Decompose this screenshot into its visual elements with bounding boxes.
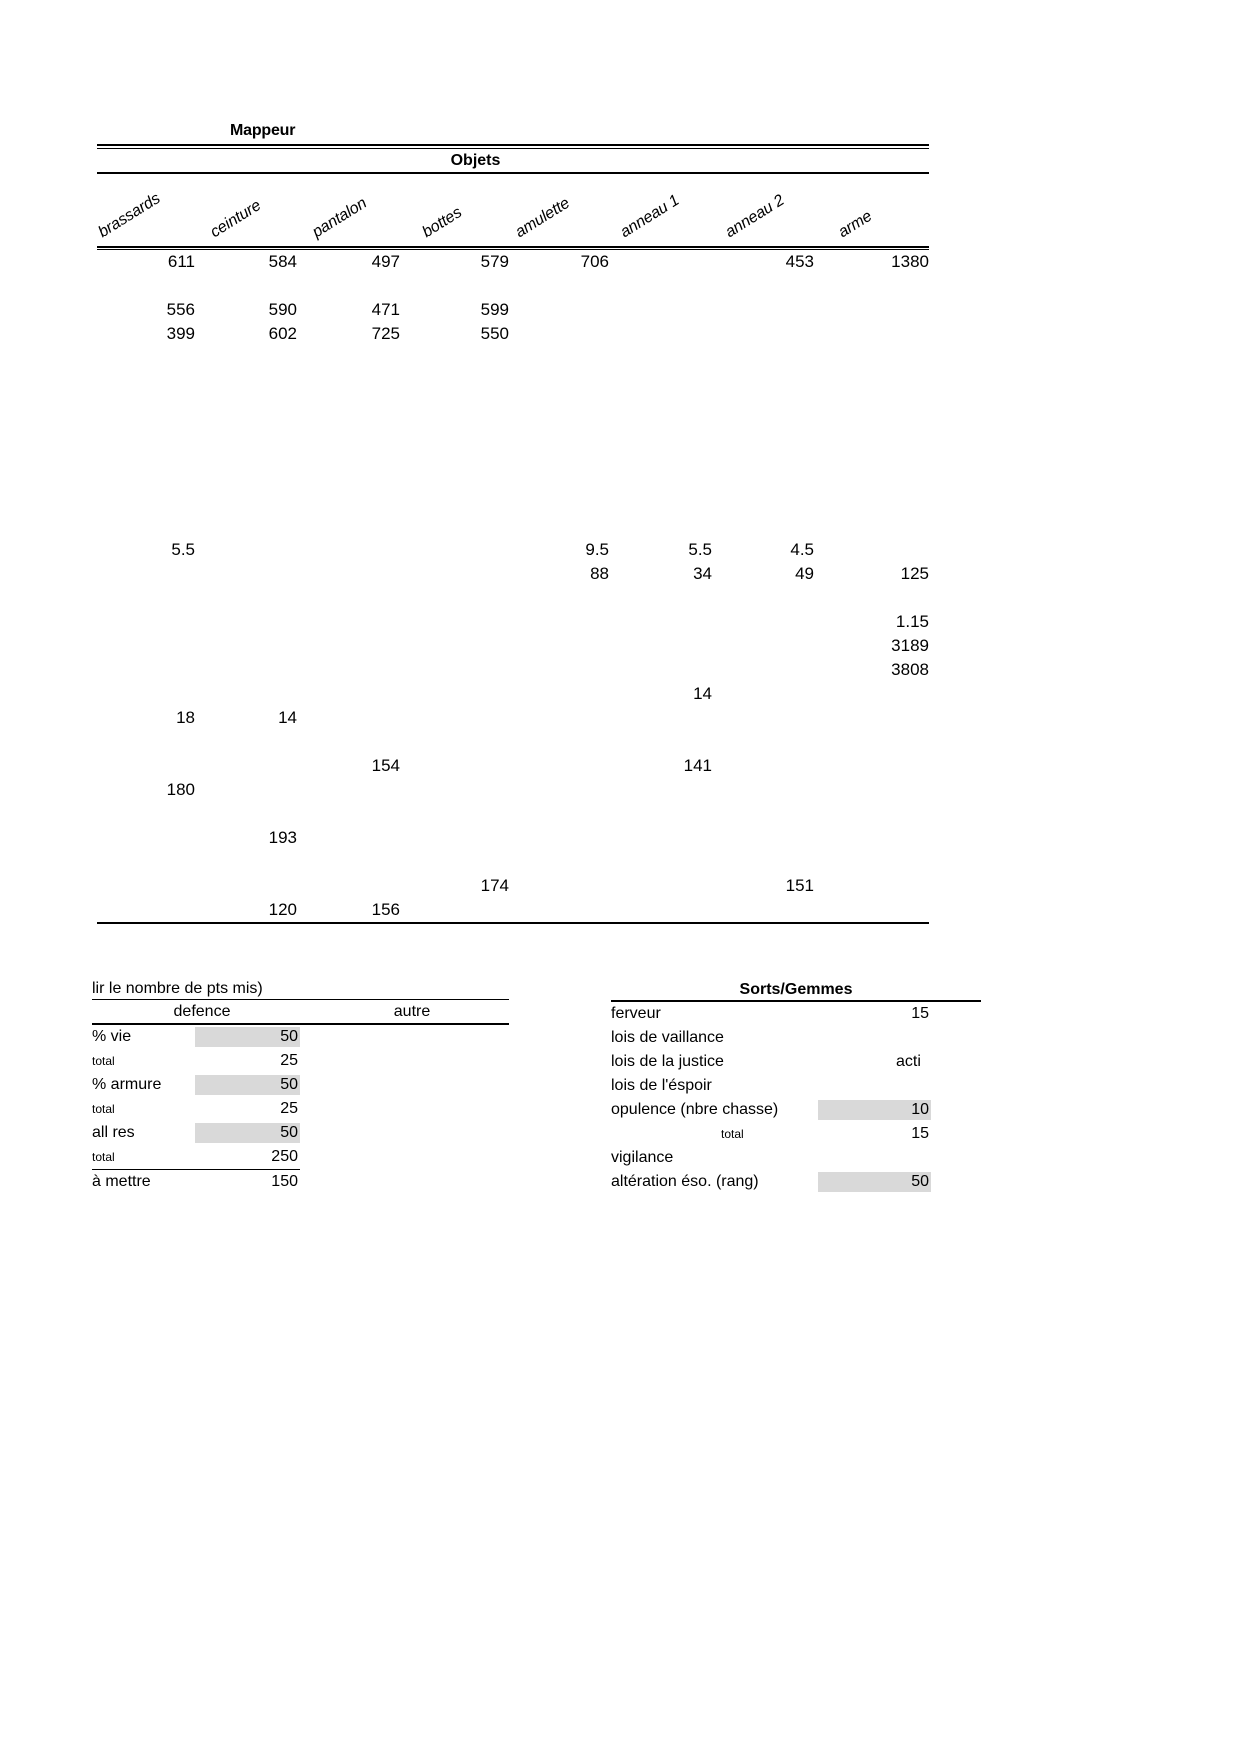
cell-arme: 1380	[891, 252, 929, 271]
table-row	[97, 682, 929, 706]
defence-row-label: total	[92, 1054, 115, 1068]
sorts-row-value[interactable]: 10	[818, 1100, 931, 1120]
mappeur-title-row	[97, 122, 929, 144]
header-bottom-rule	[97, 246, 929, 248]
defence-panel-rows	[92, 1025, 509, 1194]
table-row	[97, 610, 929, 634]
column-header-amulette: amulette	[512, 194, 573, 242]
sorts-row-value[interactable]: 50	[818, 1172, 931, 1192]
defence-row	[92, 1097, 509, 1121]
table-row	[97, 274, 929, 298]
sorts-row-label: lois de l'éspoir	[611, 1077, 712, 1094]
sorts-row-label: lois de la justice	[611, 1053, 724, 1070]
sorts-row	[611, 1026, 981, 1050]
table-row	[97, 898, 929, 922]
cell-brassards: 5.5	[171, 540, 195, 559]
table-top-rule	[97, 144, 929, 146]
defence-row	[92, 1025, 509, 1049]
sorts-row	[611, 1122, 981, 1146]
defence-row	[92, 1121, 509, 1145]
cell-amulette: 9.5	[585, 540, 609, 559]
cell-anneau2: 49	[795, 564, 814, 583]
cell-ceinture: 602	[268, 324, 297, 343]
column-header-pantalon: pantalon	[309, 194, 370, 242]
table-row	[97, 730, 929, 754]
defence-row-value[interactable]: 25	[280, 1100, 298, 1117]
table-row	[97, 490, 929, 514]
defence-row	[92, 1049, 509, 1073]
defence-row-label: total	[92, 1102, 115, 1116]
sorts-gemmes-rows	[611, 1002, 981, 1194]
column-header-anneau-2: anneau 2	[722, 191, 788, 242]
cell-pantalon: 156	[371, 900, 400, 919]
column-header-defence: defence	[173, 1003, 231, 1020]
table-row	[97, 514, 929, 538]
column-header-ceinture: ceinture	[207, 196, 265, 242]
mappeur-data-grid	[97, 250, 929, 922]
cell-anneau1: 5.5	[688, 540, 712, 559]
cell-brassards: 556	[166, 300, 195, 319]
sorts-row	[611, 1098, 981, 1122]
defence-row-label: % vie	[92, 1028, 132, 1045]
cell-arme: 3808	[891, 660, 929, 679]
defence-row	[92, 1170, 509, 1194]
defence-panel-note: lir le nombre de pts mis)	[92, 980, 263, 997]
cell-anneau2: 4.5	[790, 540, 814, 559]
table-row	[97, 586, 929, 610]
cell-bottes: 550	[480, 324, 509, 343]
section-title-objets: Objets	[450, 152, 501, 169]
sorts-row-label: altération éso. (rang)	[611, 1173, 759, 1190]
cell-ceinture: 120	[268, 900, 297, 919]
table-row	[97, 754, 929, 778]
cell-amulette: 706	[580, 252, 609, 271]
cell-brassards: 18	[176, 708, 195, 727]
table-row	[97, 634, 929, 658]
cell-pantalon: 471	[371, 300, 400, 319]
table-row	[97, 298, 929, 322]
sorts-row	[611, 1002, 981, 1026]
defence-row-label: all res	[92, 1124, 135, 1141]
cell-anneau1: 141	[683, 756, 712, 775]
sorts-row	[611, 1146, 981, 1170]
cell-ceinture: 584	[268, 252, 297, 271]
sorts-row-label: vigilance	[611, 1149, 674, 1166]
defence-row-label: % armure	[92, 1076, 162, 1093]
table-row	[97, 826, 929, 850]
column-header-anneau-1: anneau 1	[617, 191, 683, 242]
column-header-brassards: brassards	[95, 189, 164, 242]
defence-row-label: total	[92, 1150, 115, 1164]
cell-arme: 1.15	[895, 612, 929, 631]
sorts-row-value[interactable]: 15	[911, 1125, 929, 1142]
cell-brassards: 399	[166, 324, 195, 343]
table-row	[97, 538, 929, 562]
mappeur-table	[97, 122, 929, 924]
sorts-row-label: lois de vaillance	[611, 1029, 724, 1046]
cell-arme: 125	[900, 564, 929, 583]
defence-row-label: à mettre	[92, 1173, 151, 1190]
cell-bottes: 579	[480, 252, 509, 271]
defence-row-value[interactable]: 25	[280, 1052, 298, 1069]
defence-row-value[interactable]: 50	[195, 1027, 300, 1047]
defence-row-value[interactable]: 50	[195, 1123, 300, 1143]
sorts-row-label: ferveur	[611, 1005, 661, 1022]
table-bottom-rule	[97, 922, 929, 924]
cell-ceinture: 193	[268, 828, 297, 847]
table-row	[97, 370, 929, 394]
cell-brassards: 611	[167, 252, 195, 271]
table-row	[97, 850, 929, 874]
sorts-row-value[interactable]: 15	[911, 1005, 929, 1022]
table-row	[97, 562, 929, 586]
table-row	[97, 466, 929, 490]
cell-ceinture: 14	[278, 708, 297, 727]
cell-anneau2: 151	[785, 876, 814, 895]
table-row	[97, 442, 929, 466]
sorts-row-label: opulence (nbre chasse)	[611, 1101, 779, 1118]
table-row	[97, 250, 929, 274]
table-row	[97, 322, 929, 346]
column-header-arme: arme	[835, 207, 876, 242]
table-row	[97, 346, 929, 370]
table-row	[97, 778, 929, 802]
column-header-band	[97, 174, 929, 246]
cell-pantalon: 497	[371, 252, 400, 271]
sorts-row	[611, 1050, 981, 1074]
table-row	[97, 874, 929, 898]
sorts-row	[611, 1074, 981, 1098]
table-row	[97, 658, 929, 682]
defence-row-value[interactable]: 250	[271, 1148, 298, 1165]
defence-row	[92, 1073, 509, 1097]
defence-row-value[interactable]: 50	[195, 1075, 300, 1095]
cell-ceinture: 590	[268, 300, 297, 319]
cell-bottes: 599	[480, 300, 509, 319]
table-row	[97, 394, 929, 418]
cell-anneau1: 14	[693, 684, 712, 703]
defence-panel-header-row	[92, 1000, 509, 1023]
sorts-row	[611, 1170, 981, 1194]
cell-anneau1: 34	[693, 564, 712, 583]
defence-panel	[92, 979, 509, 1194]
sorts-gemmes-title: Sorts/Gemmes	[739, 981, 853, 998]
defence-row	[92, 1145, 509, 1169]
table-row	[97, 802, 929, 826]
column-header-bottes: bottes	[419, 203, 465, 242]
table-row	[97, 706, 929, 730]
sorts-row-status: acti	[896, 1053, 921, 1070]
cell-pantalon: 725	[371, 324, 400, 343]
page-title: Mappeur	[230, 122, 296, 139]
defence-row-value[interactable]: 150	[271, 1173, 298, 1190]
table-row	[97, 418, 929, 442]
column-header-autre: autre	[393, 1003, 431, 1020]
cell-anneau2: 453	[785, 252, 814, 271]
cell-pantalon: 154	[371, 756, 400, 775]
cell-bottes: 174	[480, 876, 509, 895]
cell-arme: 3189	[891, 636, 929, 655]
cell-amulette: 88	[590, 564, 609, 583]
sorts-row-label: total	[721, 1127, 744, 1141]
sorts-gemmes-panel	[611, 979, 981, 1194]
cell-brassards: 180	[166, 780, 195, 799]
